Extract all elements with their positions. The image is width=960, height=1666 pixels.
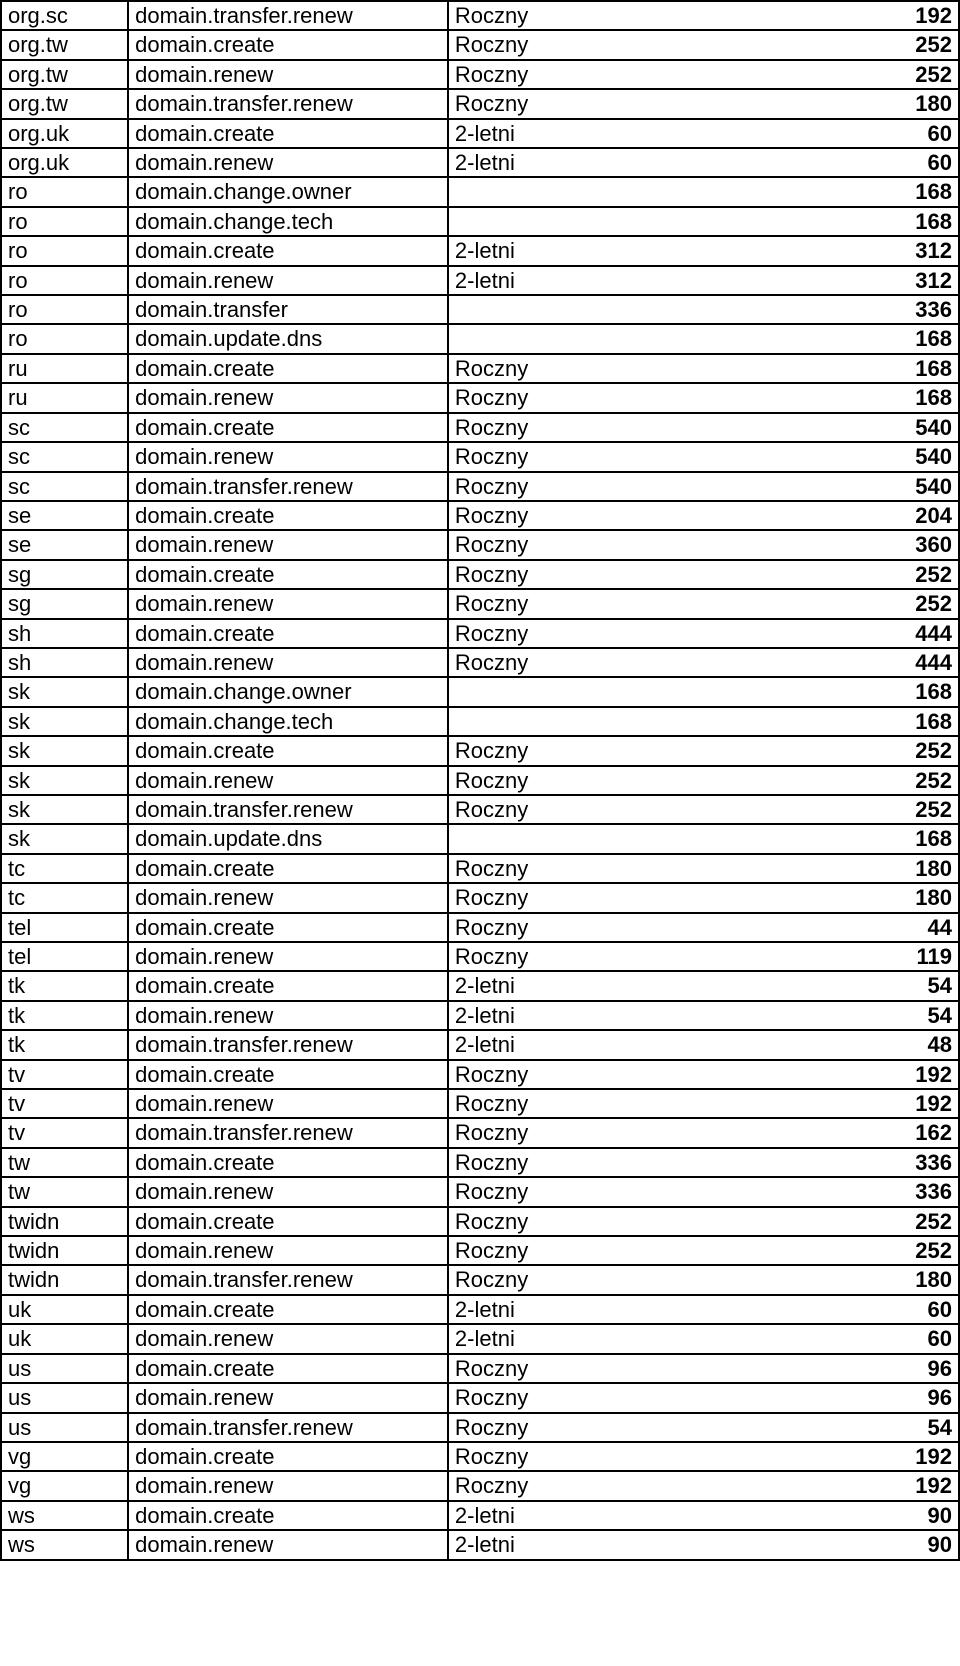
- tld-cell: ro: [1, 266, 128, 295]
- period-cell: Roczny: [448, 1177, 909, 1206]
- table-row: [1, 1001, 959, 1030]
- tld-cell: vg: [1, 1471, 128, 1500]
- price-cell: 96: [909, 1383, 959, 1412]
- tld-cell: vg: [1, 1442, 128, 1471]
- tld-cell: sk: [1, 766, 128, 795]
- tld-cell: tv: [1, 1060, 128, 1089]
- table-row: [1, 1354, 959, 1383]
- tld-cell: us: [1, 1413, 128, 1442]
- tld-cell: twidn: [1, 1265, 128, 1294]
- table-row: [1, 442, 959, 471]
- period-cell: [448, 824, 909, 853]
- tld-cell: tel: [1, 942, 128, 971]
- table-row: [1, 177, 959, 206]
- tld-cell: tv: [1, 1089, 128, 1118]
- period-cell: 2-letni: [448, 1295, 909, 1324]
- tld-cell: ro: [1, 324, 128, 353]
- period-cell: Roczny: [448, 619, 909, 648]
- operation-cell: domain.renew: [128, 1530, 448, 1559]
- table-row: [1, 1442, 959, 1471]
- tld-cell: tc: [1, 854, 128, 883]
- period-cell: [448, 295, 909, 324]
- operation-cell: domain.transfer.renew: [128, 1030, 448, 1059]
- price-cell: 192: [909, 1, 959, 30]
- operation-cell: domain.create: [128, 501, 448, 530]
- table-row: [1, 883, 959, 912]
- table-row: [1, 1177, 959, 1206]
- price-cell: 54: [909, 1413, 959, 1442]
- price-cell: 180: [909, 1265, 959, 1294]
- table-row: [1, 1207, 959, 1236]
- period-cell: 2-letni: [448, 148, 909, 177]
- table-row: [1, 383, 959, 412]
- price-cell: 180: [909, 89, 959, 118]
- operation-cell: domain.transfer.renew: [128, 1, 448, 30]
- tld-cell: sc: [1, 442, 128, 471]
- period-cell: Roczny: [448, 1354, 909, 1383]
- table-row: [1, 1295, 959, 1324]
- operation-cell: domain.renew: [128, 883, 448, 912]
- operation-cell: domain.transfer.renew: [128, 795, 448, 824]
- price-cell: 444: [909, 619, 959, 648]
- period-cell: Roczny: [448, 1, 909, 30]
- tld-cell: sg: [1, 589, 128, 618]
- operation-cell: domain.update.dns: [128, 324, 448, 353]
- operation-cell: domain.create: [128, 1501, 448, 1530]
- tld-cell: ro: [1, 236, 128, 265]
- operation-cell: domain.change.owner: [128, 677, 448, 706]
- price-cell: 204: [909, 501, 959, 530]
- table-row: [1, 766, 959, 795]
- period-cell: [448, 207, 909, 236]
- operation-cell: domain.transfer.renew: [128, 472, 448, 501]
- price-cell: 60: [909, 1295, 959, 1324]
- tld-cell: org.tw: [1, 30, 128, 59]
- tld-cell: org.uk: [1, 148, 128, 177]
- period-cell: Roczny: [448, 766, 909, 795]
- price-cell: 168: [909, 207, 959, 236]
- table-row: [1, 1118, 959, 1147]
- price-cell: 54: [909, 1001, 959, 1030]
- operation-cell: domain.update.dns: [128, 824, 448, 853]
- period-cell: Roczny: [448, 795, 909, 824]
- period-cell: Roczny: [448, 1207, 909, 1236]
- period-cell: [448, 324, 909, 353]
- tld-cell: ro: [1, 177, 128, 206]
- operation-cell: domain.renew: [128, 266, 448, 295]
- tld-cell: sk: [1, 736, 128, 765]
- operation-cell: domain.change.tech: [128, 707, 448, 736]
- price-cell: 312: [909, 266, 959, 295]
- period-cell: 2-letni: [448, 971, 909, 1000]
- price-cell: 540: [909, 413, 959, 442]
- tld-cell: sc: [1, 413, 128, 442]
- tld-cell: sh: [1, 648, 128, 677]
- operation-cell: domain.change.owner: [128, 177, 448, 206]
- operation-cell: domain.create: [128, 619, 448, 648]
- period-cell: 2-letni: [448, 236, 909, 265]
- tld-cell: org.uk: [1, 119, 128, 148]
- tld-cell: ro: [1, 295, 128, 324]
- tld-cell: se: [1, 530, 128, 559]
- operation-cell: domain.change.tech: [128, 207, 448, 236]
- table-row: [1, 1060, 959, 1089]
- price-cell: 168: [909, 707, 959, 736]
- price-cell: 48: [909, 1030, 959, 1059]
- period-cell: Roczny: [448, 30, 909, 59]
- price-cell: 168: [909, 824, 959, 853]
- tld-cell: sc: [1, 472, 128, 501]
- table-row: [1, 707, 959, 736]
- table-row: [1, 501, 959, 530]
- price-cell: 252: [909, 30, 959, 59]
- price-cell: 168: [909, 677, 959, 706]
- price-cell: 444: [909, 648, 959, 677]
- price-cell: 252: [909, 736, 959, 765]
- operation-cell: domain.renew: [128, 383, 448, 412]
- tld-cell: tk: [1, 1001, 128, 1030]
- period-cell: Roczny: [448, 501, 909, 530]
- price-cell: 336: [909, 1148, 959, 1177]
- operation-cell: domain.create: [128, 354, 448, 383]
- period-cell: Roczny: [448, 560, 909, 589]
- tld-cell: sk: [1, 824, 128, 853]
- table-row: [1, 677, 959, 706]
- operation-cell: domain.renew: [128, 1177, 448, 1206]
- price-cell: 162: [909, 1118, 959, 1147]
- price-table-body: [1, 1, 959, 1560]
- table-row: [1, 472, 959, 501]
- price-cell: 168: [909, 324, 959, 353]
- tld-cell: us: [1, 1354, 128, 1383]
- period-cell: Roczny: [448, 1089, 909, 1118]
- table-row: [1, 1413, 959, 1442]
- operation-cell: domain.create: [128, 119, 448, 148]
- table-row: [1, 1089, 959, 1118]
- table-row: [1, 1, 959, 30]
- operation-cell: domain.transfer.renew: [128, 1118, 448, 1147]
- table-row: [1, 1501, 959, 1530]
- operation-cell: domain.create: [128, 30, 448, 59]
- price-cell: 312: [909, 236, 959, 265]
- operation-cell: domain.renew: [128, 148, 448, 177]
- tld-cell: ws: [1, 1501, 128, 1530]
- operation-cell: domain.create: [128, 1354, 448, 1383]
- table-row: [1, 354, 959, 383]
- tld-cell: tk: [1, 971, 128, 1000]
- tld-cell: sk: [1, 795, 128, 824]
- price-cell: 252: [909, 560, 959, 589]
- operation-cell: domain.create: [128, 1060, 448, 1089]
- table-row: [1, 1148, 959, 1177]
- table-row: [1, 648, 959, 677]
- period-cell: 2-letni: [448, 1324, 909, 1353]
- period-cell: Roczny: [448, 1471, 909, 1500]
- operation-cell: domain.renew: [128, 648, 448, 677]
- operation-cell: domain.renew: [128, 1089, 448, 1118]
- operation-cell: domain.renew: [128, 766, 448, 795]
- period-cell: Roczny: [448, 1148, 909, 1177]
- table-row: [1, 1030, 959, 1059]
- operation-cell: domain.renew: [128, 1324, 448, 1353]
- period-cell: Roczny: [448, 1060, 909, 1089]
- table-row: [1, 589, 959, 618]
- period-cell: Roczny: [448, 1383, 909, 1412]
- tld-cell: us: [1, 1383, 128, 1412]
- operation-cell: domain.renew: [128, 442, 448, 471]
- period-cell: Roczny: [448, 883, 909, 912]
- price-cell: 336: [909, 1177, 959, 1206]
- price-cell: 252: [909, 1207, 959, 1236]
- period-cell: 2-letni: [448, 1530, 909, 1559]
- operation-cell: domain.renew: [128, 530, 448, 559]
- table-row: [1, 266, 959, 295]
- tld-cell: sk: [1, 707, 128, 736]
- period-cell: Roczny: [448, 89, 909, 118]
- period-cell: Roczny: [448, 413, 909, 442]
- tld-cell: sg: [1, 560, 128, 589]
- operation-cell: domain.renew: [128, 942, 448, 971]
- table-row: [1, 119, 959, 148]
- tld-cell: se: [1, 501, 128, 530]
- period-cell: Roczny: [448, 383, 909, 412]
- price-cell: 252: [909, 795, 959, 824]
- period-cell: Roczny: [448, 942, 909, 971]
- table-row: [1, 30, 959, 59]
- operation-cell: domain.create: [128, 236, 448, 265]
- tld-cell: ru: [1, 383, 128, 412]
- tld-cell: ws: [1, 1530, 128, 1559]
- operation-cell: domain.create: [128, 736, 448, 765]
- period-cell: 2-letni: [448, 1030, 909, 1059]
- period-cell: [448, 707, 909, 736]
- period-cell: [448, 677, 909, 706]
- price-cell: 90: [909, 1501, 959, 1530]
- price-cell: 168: [909, 383, 959, 412]
- table-row: [1, 913, 959, 942]
- period-cell: Roczny: [448, 530, 909, 559]
- operation-cell: domain.create: [128, 413, 448, 442]
- table-row: [1, 236, 959, 265]
- tld-cell: ru: [1, 354, 128, 383]
- tld-cell: sk: [1, 677, 128, 706]
- table-row: [1, 942, 959, 971]
- price-cell: 168: [909, 354, 959, 383]
- period-cell: Roczny: [448, 1413, 909, 1442]
- tld-cell: org.tw: [1, 60, 128, 89]
- price-cell: 54: [909, 971, 959, 1000]
- operation-cell: domain.renew: [128, 60, 448, 89]
- operation-cell: domain.renew: [128, 1471, 448, 1500]
- price-cell: 180: [909, 883, 959, 912]
- operation-cell: domain.transfer.renew: [128, 89, 448, 118]
- tld-cell: ro: [1, 207, 128, 236]
- price-cell: 540: [909, 472, 959, 501]
- price-cell: 252: [909, 766, 959, 795]
- period-cell: Roczny: [448, 736, 909, 765]
- table-row: [1, 619, 959, 648]
- operation-cell: domain.create: [128, 913, 448, 942]
- table-row: [1, 1471, 959, 1500]
- operation-cell: domain.create: [128, 1207, 448, 1236]
- period-cell: Roczny: [448, 1118, 909, 1147]
- operation-cell: domain.transfer: [128, 295, 448, 324]
- operation-cell: domain.create: [128, 854, 448, 883]
- tld-cell: tc: [1, 883, 128, 912]
- period-cell: Roczny: [448, 854, 909, 883]
- period-cell: 2-letni: [448, 1501, 909, 1530]
- table-row: [1, 295, 959, 324]
- tld-cell: tk: [1, 1030, 128, 1059]
- tld-cell: tw: [1, 1148, 128, 1177]
- tld-cell: uk: [1, 1324, 128, 1353]
- period-cell: Roczny: [448, 913, 909, 942]
- price-cell: 540: [909, 442, 959, 471]
- table-row: [1, 1236, 959, 1265]
- table-row: [1, 530, 959, 559]
- table-row: [1, 1530, 959, 1559]
- operation-cell: domain.create: [128, 560, 448, 589]
- period-cell: 2-letni: [448, 266, 909, 295]
- operation-cell: domain.create: [128, 1442, 448, 1471]
- price-cell: 252: [909, 589, 959, 618]
- price-cell: 60: [909, 148, 959, 177]
- price-cell: 192: [909, 1471, 959, 1500]
- operation-cell: domain.renew: [128, 1001, 448, 1030]
- table-row: [1, 560, 959, 589]
- period-cell: Roczny: [448, 472, 909, 501]
- table-row: [1, 1265, 959, 1294]
- price-cell: 96: [909, 1354, 959, 1383]
- tld-cell: tel: [1, 913, 128, 942]
- price-cell: 180: [909, 854, 959, 883]
- period-cell: Roczny: [448, 1265, 909, 1294]
- tld-cell: tv: [1, 1118, 128, 1147]
- operation-cell: domain.transfer.renew: [128, 1265, 448, 1294]
- price-cell: 119: [909, 942, 959, 971]
- price-cell: 192: [909, 1060, 959, 1089]
- price-cell: 252: [909, 60, 959, 89]
- operation-cell: domain.transfer.renew: [128, 1413, 448, 1442]
- price-cell: 192: [909, 1089, 959, 1118]
- tld-cell: tw: [1, 1177, 128, 1206]
- operation-cell: domain.create: [128, 971, 448, 1000]
- table-row: [1, 89, 959, 118]
- table-row: [1, 1324, 959, 1353]
- price-cell: 168: [909, 177, 959, 206]
- table-row: [1, 324, 959, 353]
- period-cell: Roczny: [448, 442, 909, 471]
- table-row: [1, 736, 959, 765]
- table-row: [1, 971, 959, 1000]
- price-cell: 360: [909, 530, 959, 559]
- price-cell: 60: [909, 119, 959, 148]
- period-cell: 2-letni: [448, 1001, 909, 1030]
- period-cell: [448, 177, 909, 206]
- period-cell: Roczny: [448, 60, 909, 89]
- period-cell: Roczny: [448, 648, 909, 677]
- table-row: [1, 207, 959, 236]
- table-row: [1, 854, 959, 883]
- operation-cell: domain.renew: [128, 1236, 448, 1265]
- tld-cell: twidn: [1, 1207, 128, 1236]
- table-row: [1, 824, 959, 853]
- table-row: [1, 148, 959, 177]
- price-cell: 192: [909, 1442, 959, 1471]
- price-cell: 60: [909, 1324, 959, 1353]
- period-cell: Roczny: [448, 1442, 909, 1471]
- price-cell: 90: [909, 1530, 959, 1559]
- period-cell: Roczny: [448, 1236, 909, 1265]
- operation-cell: domain.renew: [128, 1383, 448, 1412]
- operation-cell: domain.create: [128, 1148, 448, 1177]
- operation-cell: domain.renew: [128, 589, 448, 618]
- tld-cell: org.sc: [1, 1, 128, 30]
- tld-cell: org.tw: [1, 89, 128, 118]
- operation-cell: domain.create: [128, 1295, 448, 1324]
- price-cell: 252: [909, 1236, 959, 1265]
- tld-cell: twidn: [1, 1236, 128, 1265]
- table-row: [1, 1383, 959, 1412]
- tld-cell: sh: [1, 619, 128, 648]
- period-cell: Roczny: [448, 354, 909, 383]
- period-cell: 2-letni: [448, 119, 909, 148]
- price-cell: 44: [909, 913, 959, 942]
- table-row: [1, 60, 959, 89]
- price-cell: 336: [909, 295, 959, 324]
- tld-cell: uk: [1, 1295, 128, 1324]
- table-row: [1, 413, 959, 442]
- table-row: [1, 795, 959, 824]
- period-cell: Roczny: [448, 589, 909, 618]
